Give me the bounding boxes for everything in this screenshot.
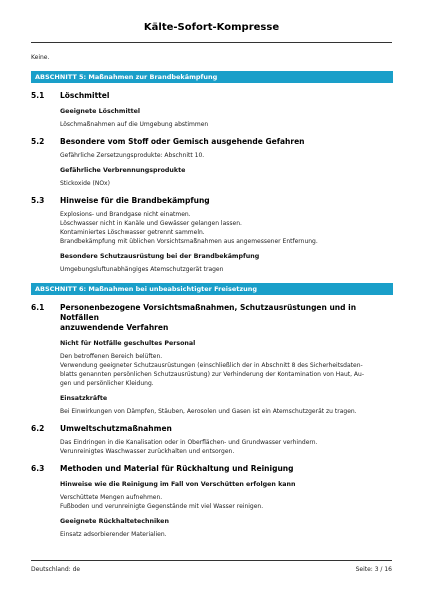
subsection-title [60,303,393,333]
subsection-5-2-body [31,151,393,188]
subsection-number: 5.2 [31,137,45,146]
subsection-5-1-body [31,107,393,129]
field-text: Einsatz adsorbierender Materialien. [60,531,167,538]
subsection-6-3 [31,464,393,474]
subsection-6-1 [31,303,393,333]
subsection-6-1-body [31,339,393,416]
page-content [31,53,393,539]
text-line: Verwendung geeigneter Schutzausrüstungen (einschließlich der in Abschnitt 8 des Sicherheitsdaten- [60,362,363,369]
text-line: gen und persönlicher Kleidung. [60,380,154,387]
subsection-5-2 [31,137,393,147]
page-number: Seite: 3 / 16 [355,566,392,573]
text-line: Verunreinigtes Waschwasser zurückhalten und entsorgen. [60,448,235,455]
subsection-number: 6.3 [31,464,45,473]
field-label: Einsatzkräfte [60,395,108,402]
subsection-5-3-body [31,210,393,274]
intro-line: Keine. [31,54,50,61]
paragraph [60,438,393,456]
field-text: Stickoxide (NOx) [60,180,110,187]
subsection-6-2-body [31,438,393,456]
field-text: Gefährliche Zersetzungsprodukte: Abschnitt 10. [60,152,205,159]
text-line: Verschüttete Mengen aufnehmen. [60,494,163,501]
subsection-6-3-body [31,480,393,539]
subsection-title: Hinweise für die Brandbekämpfung [60,196,210,205]
field-text: Bei Einwirkungen von Dämpfen, Stäuben, Aerosolen und Gasen ist ein Atemschutzgerät zu tragen. [60,408,357,415]
text-line: Explosions- und Brandgase nicht einatmen. [60,211,191,218]
paragraph [60,352,393,388]
field-label: Nicht für Notfälle geschultes Personal [60,340,196,347]
field-text: Umgebungsluftunabhängiges Atemschutzgerät tragen [60,266,224,273]
subsection-title: Methoden und Material für Rückhaltung und Reinigung [60,464,294,473]
title-divider [31,42,392,43]
field-label: Geeignete Löschmittel [60,108,141,115]
subsection-title: Umweltschutzmaßnahmen [60,424,172,433]
subsection-5-1 [31,91,393,101]
subsection-number: 6.2 [31,424,45,433]
footer-country: Deutschland: de [31,566,81,573]
text-line: Brandbekämpfung mit üblichen Vorsichtsmaßnahmen aus angemessener Entfernung. [60,238,318,245]
field-label: Hinweise wie die Reinigung im Fall von Verschütten erfolgen kann [60,481,296,488]
subsection-number: 6.1 [31,303,45,312]
text-line: blatts genannten persönlichen Schutzausrüstung) zur Verhinderung der Kontamination von Haut, Au- [60,371,365,378]
text-line: Den betroffenen Bereich belüften. [60,353,163,360]
field-label: Gefährliche Verbrennungsprodukte [60,167,186,174]
title-line: anzuwendende Verfahren [60,323,169,332]
subsection-5-3 [31,196,393,206]
subsection-title: Löschmittel [60,91,110,100]
section-5-header: ABSCHNITT 5: Maßnahmen zur Brandbekämpfung [31,71,393,83]
subsection-title: Besondere vom Stoff oder Gemisch ausgehende Gefahren [60,137,305,146]
text-line: Fußboden und verunreinigte Gegenstände mit viel Wasser reinigen. [60,503,264,510]
subsection-number: 5.3 [31,196,45,205]
field-label: Geeignete Rückhaltetechniken [60,518,169,525]
title-line: Personenbezogene Vorsichtsmaßnahmen, Schutzausrüstungen und in Notfällen [60,303,357,322]
paragraph [60,210,393,246]
subsection-6-2 [31,424,393,434]
text-line: Kontaminiertes Löschwasser getrennt sammeln. [60,229,205,236]
document-title: Kälte-Sofort-Kompresse [143,22,280,33]
text-line: Das Eindringen in die Kanalisation oder in Oberflächen- und Grundwasser verhindern. [60,439,318,446]
subsection-number: 5.1 [31,91,45,100]
field-label: Besondere Schutzausrüstung bei der Brandbekämpfung [60,253,260,260]
paragraph [60,493,393,511]
footer-divider [31,560,392,561]
section-6-header: ABSCHNITT 6: Maßnahmen bei unbeabsichtigter Freisetzung [31,283,393,295]
text-line: Löschwasser nicht in Kanäle und Gewässer gelangen lassen. [60,220,242,227]
field-text: Löschmaßnahmen auf die Umgebung abstimmen [60,121,209,128]
